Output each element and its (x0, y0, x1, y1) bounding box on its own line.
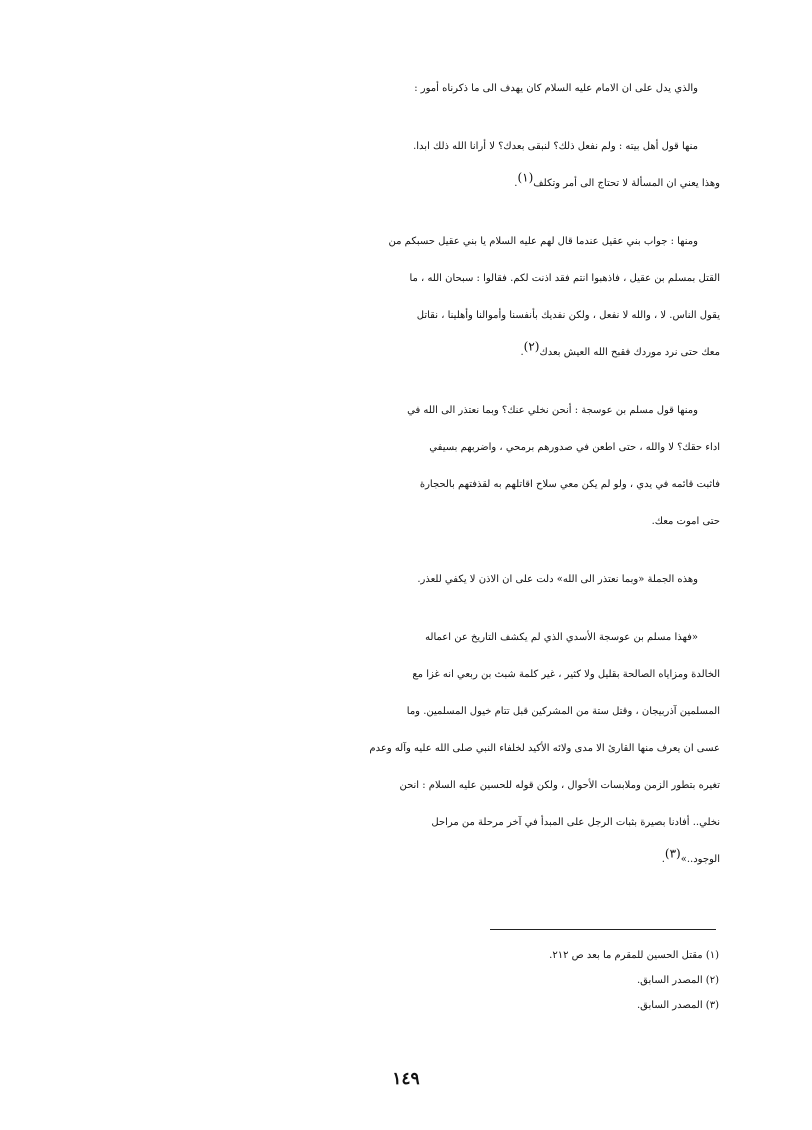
text-line: ومنها : جواب بني عقيل عندما قال لهم عليه السلام يا بني عقيل حسبكم من (388, 236, 698, 247)
text-line: والذي يدل على ان الامام عليه السلام كان يهدف الى ما ذكرناه أمور : (414, 83, 698, 94)
footnotes (399, 943, 719, 1018)
text-line: وهذه الجملة «وبما نعتذر الى الله» دلت على ان الاذن لا يكفي للعذر. (417, 574, 698, 585)
paragraph-4 (88, 392, 720, 540)
text-line: تغيره بتطور الزمن وملابسات الأحوال ، ولكن قوله للحسين عليه السلام : انحن (399, 780, 720, 791)
footnote-ref: (١) (517, 170, 534, 185)
text-line: حتى اموت معك. (651, 516, 720, 527)
text-line-content: الوجود..» (680, 854, 720, 865)
text-line-content: وهذا يعني ان المسألة لا تحتاج الى أمر وتكلف (533, 178, 720, 189)
text-line-content: معك حتى نرد موردك فقبح الله العيش بعدك (539, 347, 720, 358)
text-line: اداء حقك؟ لا والله ، حتى اطعن في صدورهم برمحي ، واضربهم بسيفي (429, 442, 720, 453)
paragraph-5 (88, 561, 720, 598)
text-line: المسلمين آذربيجان ، وقتل ستة من المشركين قبل تتام خيول المسلمين. وما (406, 706, 720, 717)
text-line: منها قول أهل بيته : ولم نفعل ذلك؟ لنبقى بعدك؟ لا أرانا الله ذلك ابدا. (413, 141, 698, 152)
text-line: ومنها قول مسلم بن عوسجة : أنحن نخلي عنك؟ وبما نعتذر الى الله في (407, 405, 698, 416)
paragraph-3 (88, 223, 720, 371)
footnote-1: (١) مقتل الحسين للمقرم ما بعد ص ٢١٢. (549, 950, 719, 961)
text-line: القتل بمسلم بن عقيل ، فاذهبوا انتم فقد اذنت لكم. فقالوا : سبحان الله ، ما (409, 273, 720, 284)
paragraph-2 (88, 128, 720, 202)
footnote-ref: (٣) (664, 846, 681, 861)
page-number: ١٤٩ (392, 1069, 420, 1089)
footnote-2: (٢) المصدر السابق. (637, 975, 719, 986)
page-body (88, 70, 720, 899)
footnote-ref: (٢) (523, 339, 540, 354)
paragraph-6 (88, 619, 720, 878)
text-line: فاثبت قائمه في يدي ، ولو لم يكن معي سلاح اقاتلهم به لقذفتهم بالحجارة (419, 479, 720, 490)
text-line: عسى ان يعرف منها القارئ الا مدى ولائه الأكيد لخلفاء النبي صلى الله عليه وآله وعدم (369, 743, 720, 754)
text-line: الخالدة ومزاياه الصالحة بقليل ولا كثير ، غير كلمة شبث بن ربعي انه غزا مع (412, 669, 720, 680)
text-line: معك حتى نرد موردك فقبح الله العيش بعدك$^{(٢)}$. (520, 339, 720, 358)
text-line: يقول الناس. لا ، والله لا نفعل ، ولكن نفديك بأنفسنا وأموالنا وأهلينا ، نقاتل (416, 310, 720, 321)
text-line: الوجود..»$^{(٣)}$. (661, 846, 720, 865)
footnote-separator (490, 929, 716, 930)
paragraph-1 (88, 70, 720, 107)
text-line: «فهذا مسلم بن عوسجة الأسدي الذي لم يكشف التاريخ عن اعماله (425, 632, 698, 643)
text-line: نخلي.. أفادنا بصيرة بثبات الرجل على المبدأ في آخر مرحلة من مراحل (431, 817, 720, 828)
text-line: وهذا يعني ان المسألة لا تحتاج الى أمر وتكلف$^{(١)}$. (514, 170, 720, 189)
footnote-3: (٣) المصدر السابق. (637, 1000, 719, 1011)
